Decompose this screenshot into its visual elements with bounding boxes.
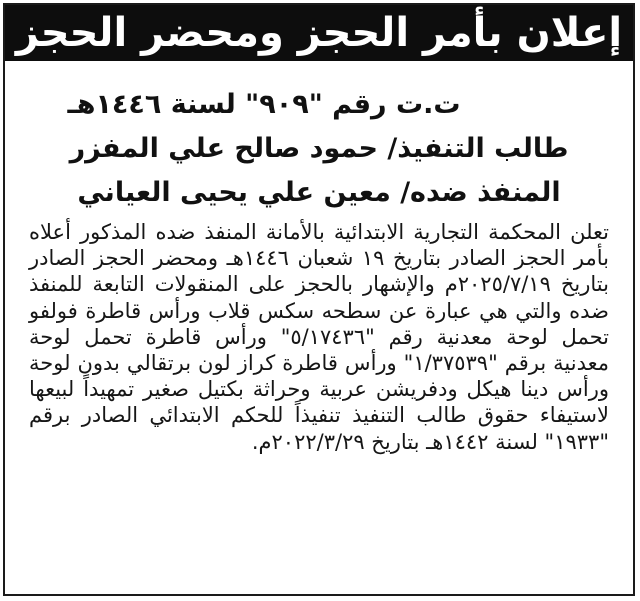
notice-body: تعلن المحكمة التجارية الابتدائية بالأمانة المنفذ ضده المذكور أعلاه بأمر الحجز الصادر بتاريخ ١٩ شعبان ١٤٤٦هـ ومحضر الحجز الصادر بتاريخ ٢٠٢٥/٧/١٩م والإشهار بالحجز على المنقولات التابعة للمنفذ ضده والتي هي عبارة عن سطحه سكس قلاب ورأس قاطرة فولفو تحمل لوحة معدنية رقم "٥/١٧٤٣٦" ورأس قاطرة تحمل لوحة معدنية برقم "١/٣٧٥٣٩" ورأس قاطرة كراز لون برتقالي بدون لوحة ورأس دينا هيكل ودفريشن عربية وحراثة بكتيل صغير تمهيداً لبيعها لاستيفاء حقوق طالب التنفيذ تنفيذاً للحكم الابتدائي الصادر برقم "١٩٣٣" لسنة ١٤٤٢هـ بتاريخ ٢٠٢٢/٣/٢٩م. bbox=[29, 220, 610, 454]
notice-title: إعلان بأمر الحجز ومحضر الحجز bbox=[15, 10, 623, 56]
applicant-line: طالب التنفيذ/ حمود صالح علي المفزر bbox=[69, 133, 569, 164]
case-number-line: ت.ت رقم "٩٠٩" لسنة ١٤٤٦هـ bbox=[67, 89, 461, 120]
notice-headings bbox=[5, 61, 633, 215]
court-notice bbox=[3, 3, 635, 596]
respondent-line: المنفذ ضده/ معين علي يحيى العياني bbox=[77, 177, 561, 208]
notice-title-banner bbox=[5, 5, 633, 61]
